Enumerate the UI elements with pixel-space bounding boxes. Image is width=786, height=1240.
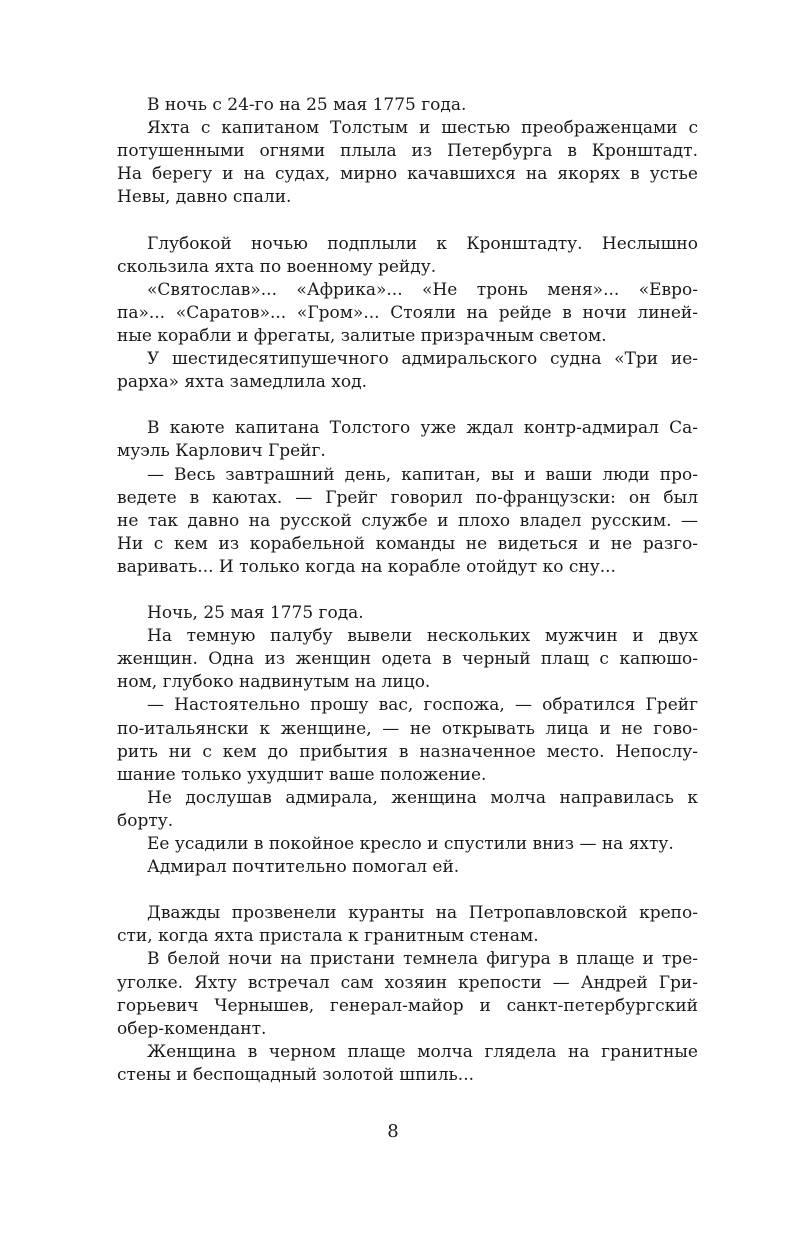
text-line: — Весь завтрашний день, капитан, вы и ваши люди про- xyxy=(147,464,698,485)
text-line: Ни с кем из корабельной команды не видеться и не разго- xyxy=(117,533,698,554)
paragraph xyxy=(117,833,698,856)
paragraph xyxy=(117,856,698,879)
text-line: На темную палубу вывели нескольких мужчин и двух xyxy=(147,626,698,647)
page-number: 8 xyxy=(387,1121,399,1142)
paragraph xyxy=(117,948,698,1040)
paragraph xyxy=(117,602,698,625)
text-line: Не дослушав адмирала, женщина молча направилась к xyxy=(147,787,698,808)
text-line: сти, когда яхта пристала к гранитным стенам. xyxy=(117,926,539,947)
paragraph xyxy=(117,279,698,348)
section-break xyxy=(117,879,698,902)
paragraph xyxy=(117,625,698,694)
paragraph xyxy=(117,417,698,463)
text-line: Адмирал почтительно помогал ей. xyxy=(147,857,460,878)
text-line: У шестидесятипушечного адмиральского судна «Три ие- xyxy=(147,349,698,370)
text-line: обер-комендант. xyxy=(117,1018,267,1039)
text-line: Глубокой ночью подплыли к Кронштадту. Неслышно xyxy=(147,233,698,254)
text-line: не так давно на русской службе и плохо владел русским. — xyxy=(117,510,698,531)
paragraph xyxy=(117,94,698,117)
section-break xyxy=(117,209,698,232)
text-line: рить ни с кем до прибытия в назначенное место. Непослу- xyxy=(117,741,698,762)
paragraph xyxy=(117,464,698,579)
text-line: варивать... И только когда на корабле отойдут ко сну... xyxy=(117,556,616,577)
paragraph xyxy=(117,117,698,209)
text-line: ном, глубоко надвинутым на лицо. xyxy=(117,672,431,693)
text-line: Ночь, 25 мая 1775 года. xyxy=(147,603,364,624)
text-line: потушенными огнями плыла из Петербурга в Кронштадт. xyxy=(117,141,698,162)
text-line: — Настоятельно прошу вас, госпожа, — обратился Грейг xyxy=(147,695,698,716)
text-line: уголке. Яхту встречал сам хозяин крепости — Андрей Гри- xyxy=(117,972,698,993)
text-line: скользила яхта по военному рейду. xyxy=(117,256,437,277)
text-line: «Святослав»... «Африка»... «Не тронь меня»... «Евро- xyxy=(147,279,698,300)
text-line: шание только ухудшит ваше положение. xyxy=(117,764,487,785)
text-line: женщин. Одна из женщин одета в черный плащ с капюшо- xyxy=(117,649,698,670)
text-line: Дважды прозвенели куранты на Петропавловской крепо- xyxy=(147,903,698,924)
paragraph xyxy=(117,694,698,786)
text-line: На берегу и на судах, мирно качавшихся на якорях в устье xyxy=(117,164,698,185)
text-line: Женщина в черном плаще молча глядела на гранитные xyxy=(147,1041,698,1062)
text-line: горьевич Чернышев, генерал-майор и санкт-петербургский xyxy=(117,995,698,1016)
paragraph xyxy=(117,348,698,394)
text-line: рарха» яхта замедлила ход. xyxy=(117,372,368,393)
text-line: Ее усадили в покойное кресло и спустили вниз — на яхту. xyxy=(147,834,674,854)
text-body xyxy=(117,94,698,1087)
text-line: борту. xyxy=(117,810,174,831)
paragraph xyxy=(117,787,698,833)
text-line: стены и беспощадный золотой шпиль... xyxy=(117,1064,475,1085)
text-line: В белой ночи на пристани темнела фигура в плаще и тре- xyxy=(147,949,698,970)
text-line: Яхта с капитаном Толстым и шестью преображенцами с xyxy=(147,118,698,139)
paragraph xyxy=(117,233,698,279)
text-line: по-итальянски к женщине, — не открывать лица и не гово- xyxy=(117,718,698,739)
text-line: В ночь с 24-го на 25 мая 1775 года. xyxy=(147,95,467,115)
paragraph xyxy=(117,902,698,948)
text-line: Невы, давно спали. xyxy=(117,187,292,208)
section-break xyxy=(117,579,698,602)
paragraph xyxy=(117,1041,698,1087)
text-line: ные корабли и фрегаты, залитые призрачным светом. xyxy=(117,325,607,346)
text-line: муэль Карлович Грейг. xyxy=(117,441,326,462)
text-line: В каюте капитана Толстого уже ждал контр-адмирал Са- xyxy=(147,418,698,439)
text-line: ведете в каютах. — Грейг говорил по-французски: он был xyxy=(117,487,698,508)
section-break xyxy=(117,394,698,417)
text-line: па»... «Саратов»... «Гром»... Стояли на рейде в ночи линей- xyxy=(117,302,698,323)
